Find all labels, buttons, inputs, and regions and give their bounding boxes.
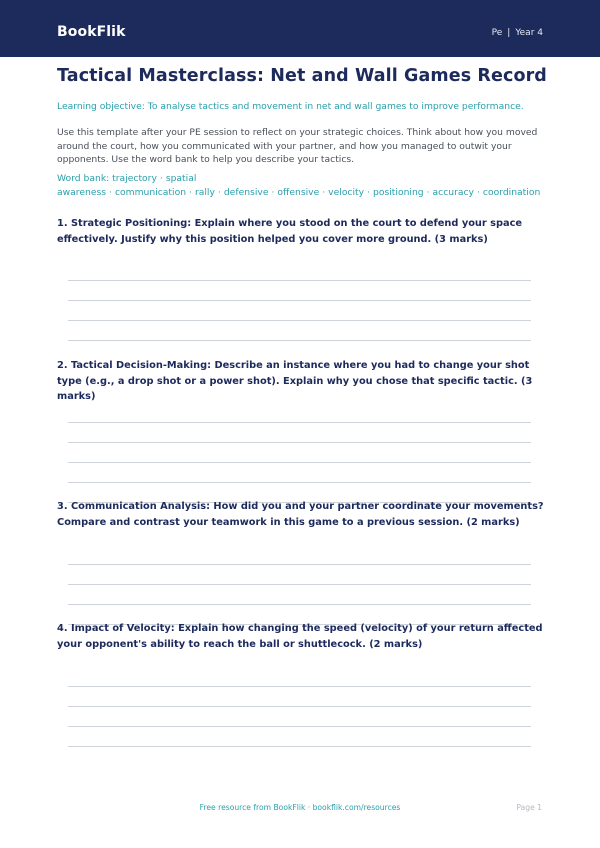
answer-line[interactable] (68, 320, 531, 321)
question-2: 2. Tactical Decision-Making: Describe an instance where you had to change your shot type (e.g., a drop shot or a power shot). Explain why you chose that specific tactic. (3 marks) (57, 360, 533, 402)
header-bar (0, 0, 600, 57)
question-3: 3. Communication Analysis: How did you and your partner coordinate your movements? Compare and contrast your teamwork in this game to a previous session. (2 marks) (57, 501, 544, 528)
answer-line[interactable] (68, 584, 531, 585)
word-bank-item: offensive (277, 186, 320, 198)
word-separator: · (322, 186, 326, 198)
word-bank-item: accuracy (432, 186, 474, 198)
word-separator: · (217, 186, 221, 198)
meta-separator: | (507, 28, 511, 38)
answer-line[interactable] (68, 300, 531, 301)
word-separator: · (271, 186, 275, 198)
page-title: Tactical Masterclass: Net and Wall Games Record (57, 66, 547, 86)
answer-line[interactable] (68, 442, 531, 443)
word-bank-item: trajectory (112, 173, 157, 184)
word-separator: · (159, 173, 163, 184)
question-4: 4. Impact of Velocity: Explain how changing the speed (velocity) of your return affected your opponent's ability to reach the ball or shuttlecock. (2 marks) (57, 623, 543, 650)
word-bank-label: Word bank: (57, 173, 110, 184)
word-bank-item: spatial awareness (57, 173, 197, 198)
subject-label: Pe (491, 28, 503, 38)
page-number: Page 1 (516, 803, 542, 812)
answer-line[interactable] (68, 746, 531, 747)
word-bank (57, 172, 547, 199)
question-1: 1. Strategic Positioning: Explain where you stood on the court to defend your space effectively. Justify why this position helped you cover more ground. (3 marks) (57, 218, 523, 245)
word-separator: · (426, 186, 430, 198)
word-separator: · (109, 186, 112, 198)
brand-logo[interactable]: BookFlik (57, 24, 126, 40)
answer-line[interactable] (68, 340, 531, 341)
intro-text: Use this template after your PE session to reflect on your strategic choices. Think about how you moved around the court, how you communicated with your partner, and how you managed to outwit your opponents. Use the word bank to help you describe your tactics. (57, 127, 538, 166)
word-bank-item: coordination (482, 186, 541, 198)
answer-line[interactable] (68, 564, 531, 565)
footer-credit[interactable]: Free resource from BookFlik · bookflik.com/resources (199, 803, 401, 812)
word-separator: · (367, 186, 371, 198)
word-separator: · (477, 186, 480, 198)
word-bank-item: positioning (373, 186, 424, 198)
word-bank-item: communication (114, 186, 187, 198)
subject-year-meta (492, 28, 543, 38)
answer-line[interactable] (68, 706, 531, 707)
word-bank-item: rally (194, 186, 215, 198)
answer-line[interactable] (68, 604, 531, 605)
word-separator: · (189, 186, 192, 198)
answer-line[interactable] (68, 422, 531, 423)
answer-line[interactable] (68, 686, 531, 687)
answer-line[interactable] (68, 280, 531, 281)
word-bank-item: defensive (223, 186, 269, 198)
year-label: Year 4 (515, 28, 543, 38)
word-bank-item: velocity (328, 186, 365, 198)
answer-line[interactable] (68, 726, 531, 727)
answer-line[interactable] (68, 482, 531, 483)
answer-line[interactable] (68, 462, 531, 463)
learning-objective: Learning objective: To analyse tactics and movement in net and wall games to improve performance. (57, 101, 524, 112)
